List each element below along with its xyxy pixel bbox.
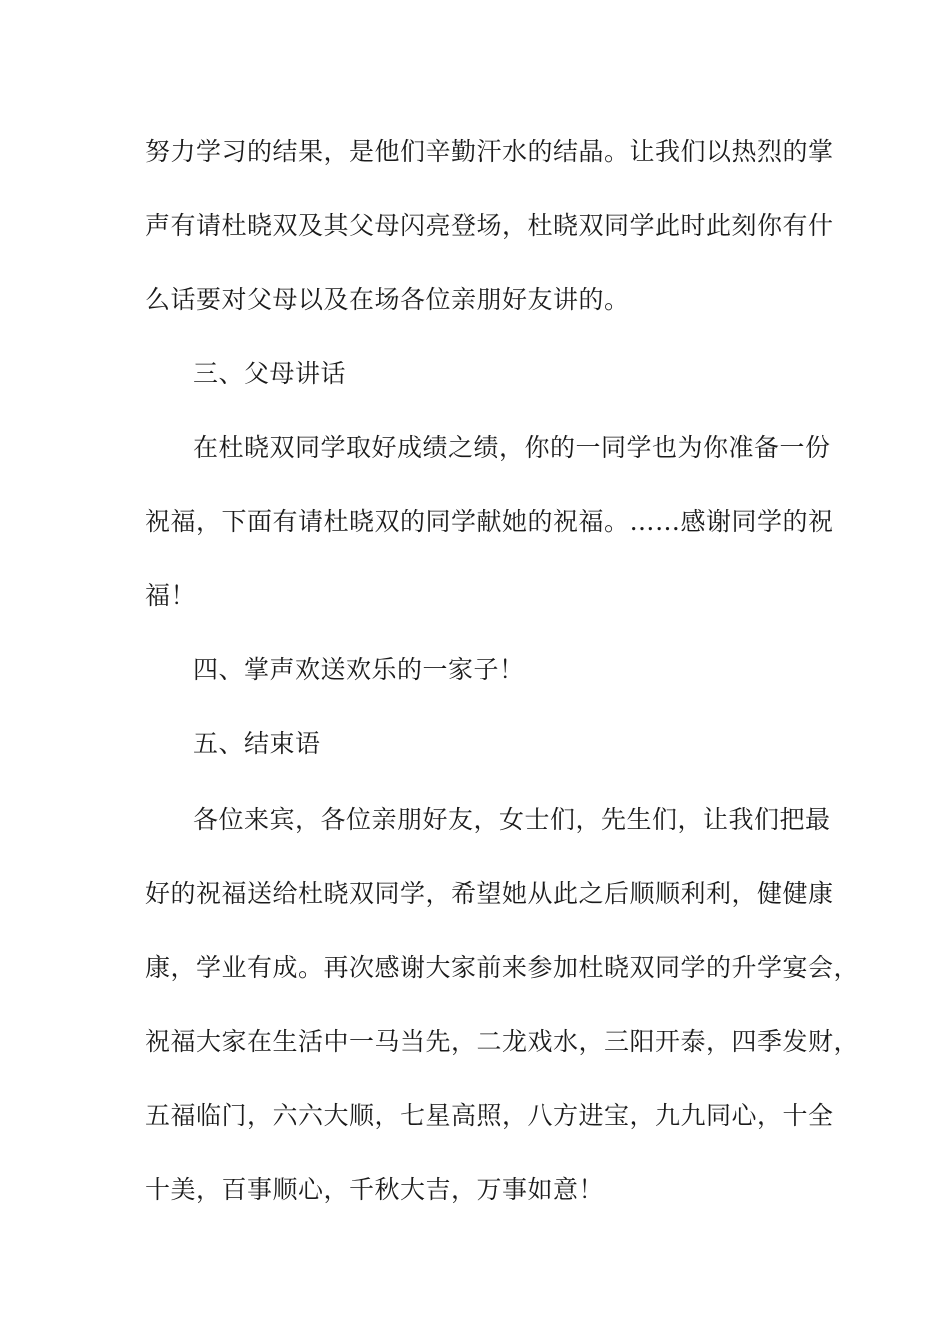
section-heading-4: 四、掌声欢送欢乐的一家子！	[193, 655, 525, 684]
paragraph-line: 祝福，下面有请杜晓双的同学献她的祝福。……感谢同学的祝	[145, 507, 834, 536]
paragraph-line: 各位来宾，各位亲朋好友，女士们，先生们，让我们把最	[193, 805, 831, 834]
section-heading-3: 三、父母讲话	[193, 359, 347, 388]
paragraph-line: 祝福大家在生活中一马当先，二龙戏水，三阳开泰，四季发财，	[145, 1027, 860, 1056]
paragraph-line: 康，学业有成。再次感谢大家前来参加杜晓双同学的升学宴会，	[145, 953, 860, 982]
paragraph-line: 努力学习的结果，是他们辛勤汗水的结晶。让我们以热烈的掌	[145, 137, 834, 166]
paragraph-line: 声有请杜晓双及其父母闪亮登场，杜晓双同学此时此刻你有什	[145, 211, 834, 240]
paragraph-line: 么话要对父母以及在场各位亲朋好友讲的。	[145, 285, 630, 314]
paragraph-line: 五福临门，六六大顺，七星高照，八方进宝，九九同心，十全	[145, 1101, 834, 1130]
section-heading-5: 五、结束语	[193, 729, 321, 758]
paragraph-line: 福！	[145, 581, 197, 610]
paragraph-line: 在杜晓双同学取好成绩之绩，你的一同学也为你准备一份	[193, 433, 831, 462]
paragraph-line: 十美，百事顺心，千秋大吉，万事如意！	[145, 1175, 605, 1204]
paragraph-line: 好的祝福送给杜晓双同学，希望她从此之后顺顺利利，健健康	[145, 879, 834, 908]
